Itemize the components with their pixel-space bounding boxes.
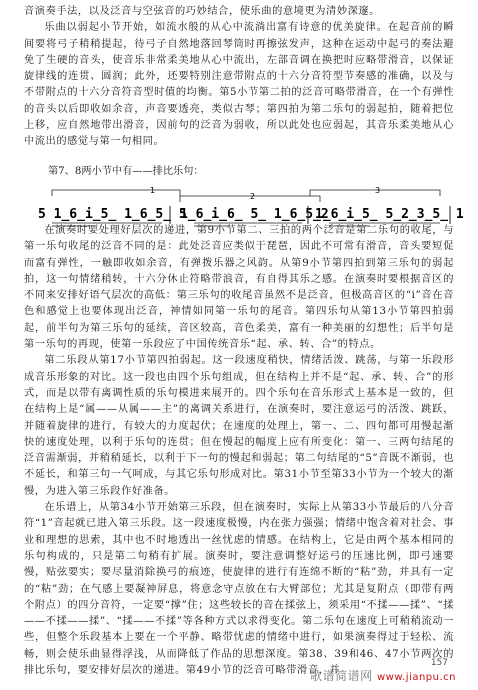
bracket-number-2: 2	[250, 192, 256, 201]
example-heading: 第7、8两小节中有——排比乐句：	[48, 166, 204, 177]
bracket-number-1: 1	[150, 186, 156, 195]
paragraph-1: 乐曲以弱起小节开始，如流水般的从心中流淌出富有诗意的优美旋律。在起音前的瞬间要将弓子稍稍提起，待弓子自然地落回琴筒时再擦弦发声，这种在运动中起弓的奏法避免了生硬的音头，使音乐非常柔美地从心中流出，左部音调在换把时应略带滑音，以保证旋律线的连贯、圆润；此外，还要特别注意带附点的十六分音符型节奏感的准确，以及与不带附点的十六分音符音型时值的均衡。第5小节第二拍的泛音可略带滑音，在一个有弹性的音头以后即收如余音，声音要透亮，类似古琴；第四拍为第二乐句的弱起拍，随着把位上移，应自然地带出滑音，因前句的泛音为弱收，所以此处也应弱起，其音乐柔美地从心中流出的感觉与第一句相同。	[24, 22, 454, 148]
paragraph-4: 在乐谱上，从第34小节开始第三乐段，但在演奏时，实际上从第33小节最后的八分音符“1”音起就已进入第三乐段。这一段速度极慢，内在张力强强；情绪中饱含着对社会、事业和理想的思索，其中也不时地透出一丝忧虑的情感。在结构上，它是由两个基本相同的乐句构成的，只是第二句稍有扩展。演奏时，要注意调整好运弓的压速比例，即弓速要慢，贴弦要实；要尽量消除换弓的痕迹，使旋律的进行有连绵不断的“粘”劲，并具有一定的“粘”劲；在气感上要凝神屏息，将意念守点放在右大臂部位；尤其是复附点（即带有两个附点）的四分音符，一定要“撑”住；这些较长的音在揉弦上，须采用“不揉——揉”、“揉——不揉——揉”、“揉——不揉”等各种方式以求得变化。第二乐句在速度上可稍稍流动一些，但整个乐段基本上要在一个平静、略带忧虑的情绪中进行，如果演奏得过于轻松、流畅，则会使乐曲显得浮浅，从而降低了作品的思想深度。第38、39和46、47小节两次的排比乐句，要安排好层次的递进。第49小节的泛音可略带滑音，并	[24, 502, 454, 677]
page-number: 157	[430, 658, 448, 668]
bracket-1	[52, 190, 180, 196]
watermark-url: www.jianpu.cn	[376, 672, 456, 683]
site-watermark	[310, 667, 456, 684]
body-text-bottom	[24, 223, 454, 679]
score-measure-2: 1̲6̲i̲6̲ 5̲ 1̲6̲5̲2	[180, 207, 329, 222]
score-measure-1: 5 1̲6̲i̲5̲ 1̲6̲5̲ 5	[38, 207, 187, 222]
paragraph-3: 第二乐段从第17小节第四拍弱起。这一段速度稍快，情绪活泼、跳荡，与第一乐段形成音乐形象的对比。这一段也由四个乐句组成，但在结构上并不是“起、承、转、合”的形式，而是以带有离调性质的乐句模进来展开的。四个乐句在音乐形式上基本是一致的，但在结构上是“属——从属——主”的离调关系进行，在演奏时，要注意运弓的活泼、跳跃，并随着旋律的进行，有较大的力度起伏；在速度的处理上，第一、二、四句都可用慢起渐快的速度处理，以利于乐句的连贯；但在慢起的幅度上应有所变化：第一、三两句结尾的泛音需渐弱，并稍稍延长，以利于下一句的慢起和弱起；第二句结尾的“5”音既不渐弱，也不延长，和第三句一气呵成，与其它乐句形成对比。第31小节至第33小节为一个较大的渐慢，为进入第三乐段作好准备。	[24, 355, 454, 497]
paragraph-2: 在演奏时要处理好层次的递进，第9小节第二、三拍的两个泛音是第二乐句的收尾，与第一乐句收尾的泛音不同的是：此处泛音应类似于琵琶，因此不可常有滑音，音头要短促而富有弹性，一触即收如余音，有弹拨乐器之风韵。从第9小节第四拍到第三乐句的弱起拍，这一句情绪稍转，十六分休止符略带浪音，有自得其乐之感。在演奏时要根据音区的不同来安排好语气层次的高低：第三乐句的收尾音虽然不是泛音，但极高音区的“i”音在音色和感觉上也要体现出泛音，神情如同第一乐句的尾音。第四乐句从第13小节第四拍弱起，前半句为第三乐句的延续，音区较高，音色柔美，富有一种美丽的幻想性；后半句是第一乐句的再现，使第一乐段应了中国传统音乐“起、承、转、合”的特点。	[24, 225, 454, 351]
bracket-number-3: 3	[375, 186, 381, 195]
watermark-text: 歌谱简谱网	[310, 669, 373, 683]
score-measure-3: 1̲6̲i̲5̲ 5̲2̲3̲5̲ 1	[315, 207, 464, 222]
body-text-top	[24, 4, 454, 151]
intro-text: 音演奏手法，以及泛音与空弦音的巧妙结合，使乐曲的意境更为清妙深邃。	[24, 6, 380, 17]
phrase-brackets	[52, 190, 440, 202]
